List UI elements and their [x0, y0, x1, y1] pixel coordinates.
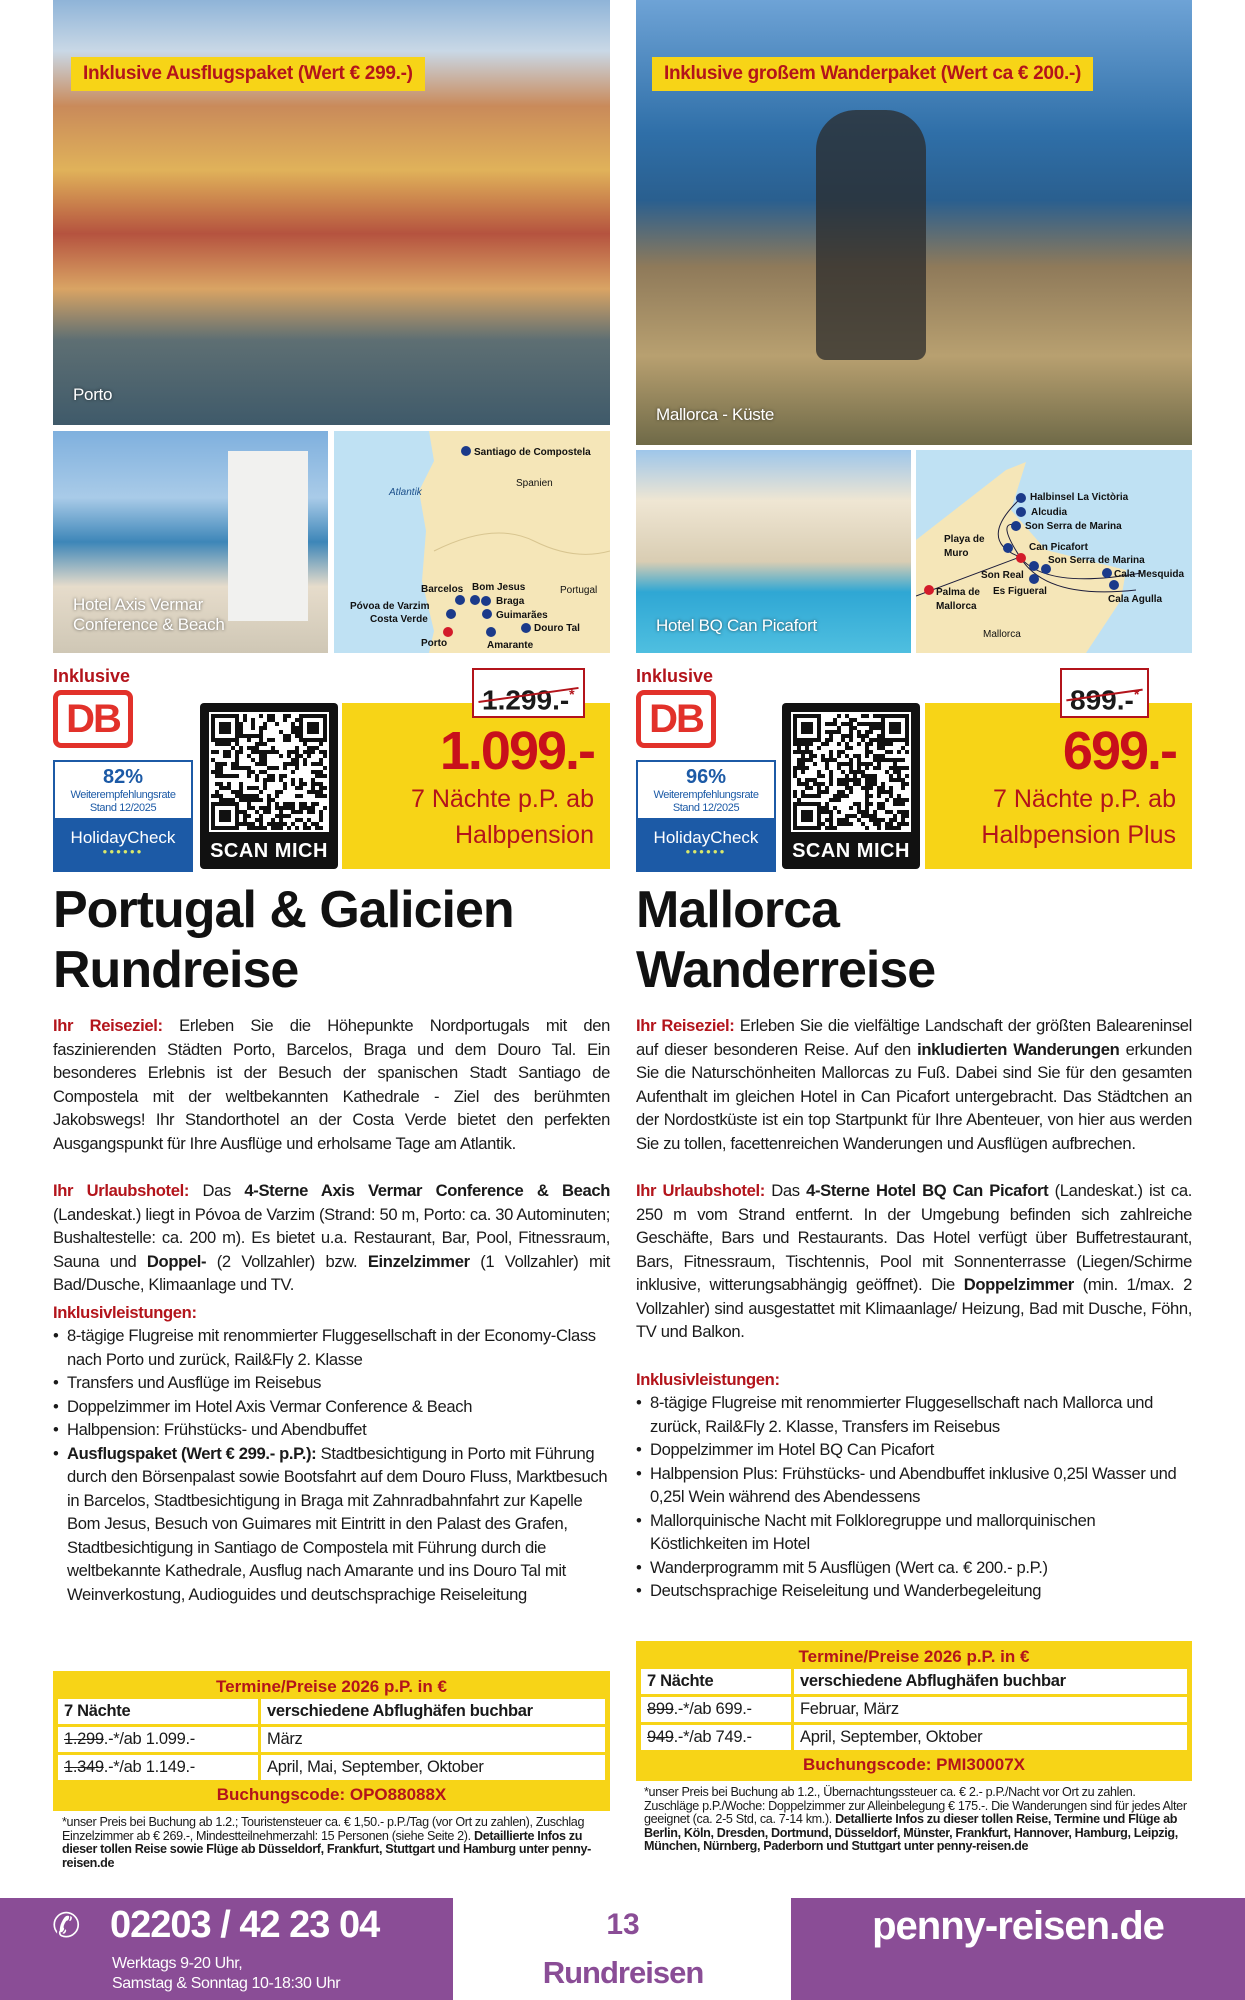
board-type: Halbpension Plus — [981, 821, 1176, 849]
old-price: 899.-* — [1060, 668, 1149, 718]
rating-date: Stand 12/2025 — [672, 802, 740, 814]
svg-text:Cala Mesquida: Cala Mesquida — [1114, 569, 1185, 580]
scan-label: SCAN MICH — [210, 840, 328, 862]
price-table — [53, 1671, 610, 1811]
table-cell: Februar, März — [794, 1697, 1187, 1722]
qr-code-icon — [209, 712, 329, 832]
rating-percent: 82% — [102, 766, 144, 788]
qr-code-icon — [791, 712, 911, 832]
list-item: • Doppelzimmer im Hotel Axis Vermar Conference & Beach — [53, 1395, 610, 1419]
holidaycheck-rating: 96% Weiterempfehlungsrate Stand 12/2025 HolidayCheck ●●●●●● — [636, 760, 776, 872]
list-item: • Deutschsprachige Reiseleitung und Wanderbegeleitung — [636, 1579, 1192, 1603]
offer-description: Ihr Reiseziel: Erleben Sie die Höhepunkte Nordportugals mit den faszinierenden Städten Porto, Barcelos, Braga und dem Douro Tal. Ein besonderes Erlebnis ist der Besuch der spanischen Stadt Santiago de Compostela mit der weltbekannten Kathedrale - Ziel des berühmten Jakobswegs! Ihr Standorthotel an der Costa Verde bietet den perfekten Ausgangspunkt für Ihre Ausflüge und erholsame Tage am Atlantik. Ihr Urlaubshotel: Das 4-Sterne Axis Vermar Conference & Beach (Landeskat.) liegt in Póvoa de Varzim (Strand: 50 m, Porto: ca. 30 Autominuten; Bushaltestelle: ca. 200 m). Es bietet u.a. Restaurant, Bar, Pool, Fitnessraum, Sauna und Doppel- (2 Vollzahler) bzw. Einzelzimmer (1 Vollzahler) mit Bad/Dusche, Klimaanlage und TV. Inklusivleistungen: • 8-tägige Flugreise mit renommierter Fluggesellschaft in der Economy-Class nach Porto und zurück, Rail&Fly 2. Klasse • Transfers und Ausflüge im Reisebus • Doppelzimmer im Hotel Axis Vermar Conference & Beach • Halbpension: Frühstücks- und Abendbuffet • Ausflugspaket (Wert € 299.- p.P.): Stadtbesichtigung in Porto mit Führung durch den Börsenpalast sowie Bootsfahrt auf dem Douro Fluss, Marktbesuch in Barcelos, Stadtbesichtigung in Braga mit Zahnradbahnfahrt zur Kapelle Bom Jesus, Besuch von Guimares mit Eintritt in den Palast des Grafen, Stadtbesichtigung in Santiago de Compostela mit Führung durch die weltbekannte Kathedrale, Ausflug nach Amarante und ins Douro Tal mit Weinverkostung, Audioguides und deutschsprachige Reiseleitung — [53, 1014, 610, 1606]
svg-text:Santiago de Compostela: Santiago de Compostela — [474, 447, 591, 458]
phone-icon: ✆ — [52, 1907, 81, 1945]
list-item: • Ausflugspaket (Wert € 299.- p.P.): Stadtbesichtigung in Porto mit Führung durch den Börsenpalast sowie Bootsfahrt auf dem Douro Fluss, Marktbesuch in Barcelos, Stadtbesichtigung in Braga mit Zahnradbahnfahrt zur Kapelle Bom Jesus, Besuch von Guimares mit Eintritt in den Palast des Grafen, Stadtbesichtigung in Santiago de Compostela mit Führung durch die weltbekannte Kathedrale, Ausflug nach Amarante und ins Douro Tal mit Weinverkostung, Audioguides und deutschsprachige Reiseleitung — [53, 1442, 610, 1607]
list-item: • 8-tägige Flugreise mit renommierter Fluggesellschaft in der Economy-Class nach Porto und zurück, Rail&Fly 2. Klasse — [53, 1324, 610, 1371]
rating-label: Weiterempfehlungsrate — [70, 789, 176, 801]
svg-text:Bom Jesus: Bom Jesus — [472, 582, 526, 593]
svg-text:Halbinsel La Victòria: Halbinsel La Victòria — [1030, 492, 1129, 503]
hotel-photo — [636, 450, 911, 653]
section-label: Rundreisen — [542, 1955, 704, 1990]
booking-code: Buchungscode: OPO88088X — [216, 1785, 447, 1804]
table-header-cell: 7 Nächte — [641, 1669, 791, 1694]
booking-code: Buchungscode: PMI30007X — [802, 1755, 1025, 1774]
table-row: 1.349.-*/ab 1.149.- April, Mai, September, Oktober — [58, 1755, 605, 1780]
svg-text:Póvoa de Varzim: Póvoa de Varzim — [350, 601, 430, 612]
svg-text:Playa de: Playa de — [944, 534, 985, 545]
svg-text:Barcelos: Barcelos — [421, 584, 464, 595]
page-number: 13 — [606, 1908, 640, 1941]
svg-text:Costa Verde: Costa Verde — [370, 614, 428, 625]
svg-text:Es Figueral: Es Figueral — [993, 586, 1047, 597]
table-row: 949.-*/ab 749.- April, September, Oktober — [641, 1725, 1187, 1750]
price-box — [342, 703, 610, 869]
rating-date: Stand 12/2025 — [89, 802, 157, 814]
svg-text:Portugal: Portugal — [560, 585, 598, 596]
offer-description: Ihr Reiseziel: Erleben Sie die vielfältige Landschaft der größten Baleareninsel auf dieser besonderen Reise. Auf den inkludierten Wanderungen erkunden Sie die Naturschönheiten Mallorcas zu Fuß. Dabei sind Sie für den gesamten Aufenthalt im gleichen Hotel in Can Picafort untergebracht. Das Städtchen an der Nordostküste ist ein top Startpunkt für Ihre Abenteuer, von hier aus werden Sie zu tollen, facettenreichen Wanderungen und Ausflügen aufbrechen. Ihr Urlaubshotel: Das 4-Sterne Hotel BQ Can Picafort (Landeskat.) ist ca. 250 m vom Strand entfernt. In der Umgebung befinden sich zahlreiche Geschäfte, Bars und Restaurants. Das Hotel verfügt über Buffetrestaurant, Bars, Fitnessraum, Tischtennis, Pool mit Sonnenterrasse (Liegen/Schirme inklusive, witterungsabhängig geöffnet). Die Doppelzimmer (min. 1/max. 2 Vollzahler) sind ausgestattet mit Klimaanlage/ Heizung, Bad mit Dusche, Föhn, TV und Balkon. Inklusivleistungen: • 8-tägige Flugreise mit renommierter Fluggesellschaft nach Mallorca und zurück, Rail&Fly 2. Klasse, Transfers im Reisebus • Doppelzimmer im Hotel BQ Can Picafort • Halbpension Plus: Frühstücks- und Abendbuffet inklusive 0,25l Wasser und 0,25l Wein während des Abendessens • Mallorquinische Nacht mit Folkloregruppe und mallorquinischen Köstlichkeiten im Hotel • Wanderprogramm mit 5 Ausflügen (Wert ca. € 200.- p.P.) • Deutschsprachige Reiseleitung und Wanderbegeleitung — [636, 1014, 1192, 1603]
price: 699.- — [1062, 721, 1176, 781]
website-link[interactable] — [791, 1898, 1245, 2000]
mallorca-map — [916, 450, 1192, 653]
footnote: *unser Preis bei Buchung ab 1.2.; Touristensteuer ca. € 1,50.- p.P./Tag (vor Ort zu zahlen), Zuschlag Einzelzimmer ab € 269.-, Mindestteilnehmerzahl: 15 Personen (siehe Seite 2). Detaillierte Infos zu dieser tollen Reise sowie Flüge ab Düsseldorf, Frankfurt, Stuttgart und Hamburg unter penny-reisen.de — [62, 1815, 591, 1870]
list-item: • Wanderprogramm mit 5 Ausflügen (Wert ca. € 200.- p.P.) — [636, 1556, 1192, 1580]
holidaycheck-logo: HolidayCheck — [70, 828, 176, 847]
table-row: 899.-*/ab 699.- Februar, März — [641, 1697, 1187, 1722]
svg-text:Muro: Muro — [944, 548, 969, 559]
svg-text:Alcudia: Alcudia — [1031, 507, 1068, 518]
list-item: • Halbpension: Frühstücks- und Abendbuffet — [53, 1418, 610, 1442]
portugal-map — [334, 431, 610, 653]
rating-percent: 96% — [685, 766, 727, 788]
phone-contact[interactable] — [0, 1898, 453, 2000]
price-box — [925, 703, 1192, 869]
hotel-caption: Hotel Axis Vermar Conference & Beach — [73, 595, 225, 634]
db-logo: DB — [53, 690, 133, 748]
table-title: Termine/Preise 2026 p.P. in € — [798, 1647, 1030, 1666]
inclusions-heading: Inklusivleistungen: — [53, 1302, 197, 1322]
db-logo: DB — [636, 690, 716, 748]
list-item: • Transfers und Ausflüge im Reisebus — [53, 1371, 610, 1395]
hotel-caption: Hotel BQ Can Picafort — [656, 616, 817, 635]
porto-photo — [53, 0, 610, 425]
svg-text:Douro Tal: Douro Tal — [534, 623, 580, 634]
svg-text:Cala Agulla: Cala Agulla — [1108, 594, 1163, 605]
svg-text:Can Picafort: Can Picafort — [1029, 542, 1088, 553]
table-header — [641, 1669, 1187, 1694]
list-item: • 8-tägige Flugreise mit renommierter Fluggesellschaft nach Mallorca und zurück, Rail&Fly 2. Klasse, Transfers im Reisebus — [636, 1391, 1192, 1438]
photo-caption: Porto — [73, 385, 113, 404]
svg-text:Mallorca: Mallorca — [983, 629, 1021, 640]
mallorca-photo — [636, 0, 1192, 445]
offer-title: Portugal & Galicien Rundreise — [53, 881, 514, 999]
scan-label: SCAN MICH — [792, 840, 910, 862]
list-item: • Doppelzimmer im Hotel BQ Can Picafort — [636, 1438, 1192, 1462]
old-price: 1.299.-* — [472, 668, 585, 718]
svg-text:Palma de: Palma de — [936, 587, 980, 598]
opening-hours: Werktags 9-20 Uhr, Samstag & Sonntag 10-18:30 Uhr — [112, 1955, 341, 1992]
svg-text:Atlantik: Atlantik — [389, 487, 422, 498]
qr-code[interactable] — [200, 703, 338, 869]
inclusions-list — [636, 1391, 1192, 1603]
table-header — [58, 1699, 605, 1724]
list-item: • Mallorquinische Nacht mit Folkloregruppe und mallorquinischen Köstlichkeiten im Hotel — [636, 1509, 1192, 1556]
svg-text:Guimarães: Guimarães — [496, 610, 548, 621]
inclusions-list — [53, 1324, 610, 1606]
holidaycheck-logo: HolidayCheck — [653, 828, 759, 847]
price-table — [636, 1641, 1192, 1781]
list-item: • Halbpension Plus: Frühstücks- und Abendbuffet inklusive 0,25l Wasser und 0,25l Wein während des Abendessens — [636, 1462, 1192, 1509]
svg-text:Amarante: Amarante — [487, 640, 534, 651]
hotel-photo — [53, 431, 328, 653]
svg-text:Son Serra de Marina: Son Serra de Marina — [1048, 555, 1145, 566]
svg-text:Porto: Porto — [421, 638, 448, 649]
svg-text:Son Real: Son Real — [981, 570, 1024, 581]
price-subtitle: 7 Nächte p.P. ab — [410, 785, 594, 813]
table-header-cell: verschiedene Abflughäfen buchbar — [261, 1699, 605, 1724]
inklusive-label: Inklusive — [636, 666, 714, 686]
offer-badge: Inklusive großem Wanderpaket (Wert ca € 200.-) — [652, 57, 1093, 91]
table-title: Termine/Preise 2026 p.P. in € — [216, 1677, 447, 1696]
svg-text:Braga: Braga — [496, 596, 525, 607]
svg-text:Spanien: Spanien — [516, 478, 553, 489]
rating-label: Weiterempfehlungsrate — [653, 789, 759, 801]
offer-badge: Inklusive Ausflugspaket (Wert € 299.-) — [71, 57, 425, 91]
svg-text:Mallorca: Mallorca — [936, 601, 977, 612]
table-row: 1.299.-*/ab 1.099.- März — [58, 1727, 605, 1752]
offer-title: Mallorca Wanderreise — [636, 881, 936, 999]
price-subtitle: 7 Nächte p.P. ab — [992, 785, 1176, 813]
table-header-cell: 7 Nächte — [58, 1699, 258, 1724]
table-header-cell: verschiedene Abflughäfen buchbar — [794, 1669, 1187, 1694]
footnote: *unser Preis bei Buchung ab 1.2., Übernachtungssteuer ca. € 2.- p.P./Nacht vor Ort zu zahlen. Zuschläge p.P./Woche: Doppelzimmer zur Alleinbelegung € 175.-. Die Wanderungen sind für jedes Alter geeignet (ca. 2-5 Std, ca. 7-14 km.). Detallierte Infos zu dieser tollen Reise, Termine und Flüge ab Berlin, Köln, Dresden, Dortmund, Düsseldorf, Münster, Frankfurt, Hannover, Hamburg, Leipzig, München, Nürnberg, Paderborn und Stuttgart unter penny-reisen.de — [644, 1785, 1187, 1854]
board-type: Halbpension — [455, 821, 594, 849]
price: 1.099.- — [439, 721, 594, 781]
table-cell: März — [261, 1727, 605, 1752]
photo-caption: Mallorca - Küste — [656, 405, 775, 424]
inklusive-label: Inklusive — [53, 666, 131, 686]
phone-number: 02203 / 42 23 04 — [110, 1904, 380, 1946]
website-url[interactable]: penny-reisen.de — [872, 1904, 1164, 1948]
qr-code[interactable] — [782, 703, 920, 869]
inclusions-heading: Inklusivleistungen: — [636, 1369, 780, 1389]
table-cell: April, September, Oktober — [794, 1725, 1187, 1750]
table-cell: April, Mai, September, Oktober — [261, 1755, 605, 1780]
svg-text:Son Serra de Marina: Son Serra de Marina — [1025, 521, 1122, 532]
holidaycheck-rating: 82% Weiterempfehlungsrate Stand 12/2025 HolidayCheck ●●●●●● — [53, 760, 193, 872]
